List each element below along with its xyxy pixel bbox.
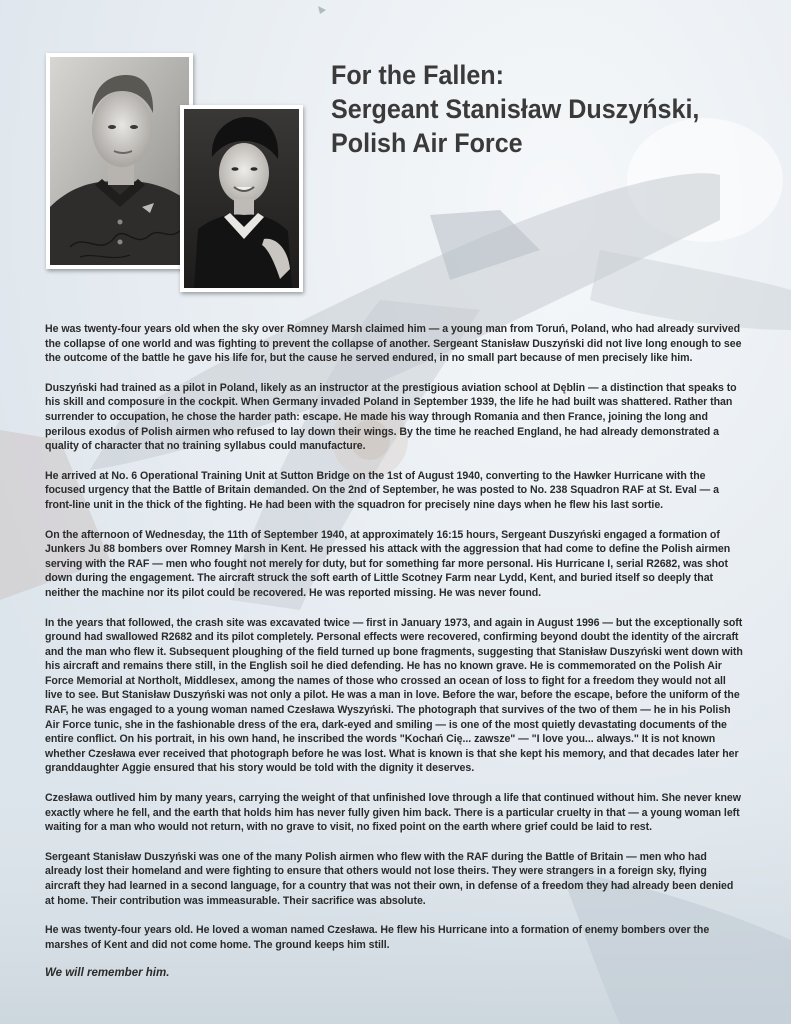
paragraph-3: He arrived at No. 6 Operational Training Unit at Sutton Bridge on the 1st of August 1940, converting to the Hawker Hurricane with the focused urgency that the Battle of Britain demanded. On the 2nd of September, he was posted to No. 238 Squadron RAF at St. Eval — a front-line unit in the thick of the fighting. He had been with the squadron for precisely nine days when he flew his last sortie. bbox=[45, 469, 719, 511]
paragraph-5: In the years that followed, the crash site was excavated twice — first in January 1973, and again in August 1996 — but the exceptionally soft ground had swallowed R2682 and its pilot completely. Personal effects were recovered, confirming beyond doubt the identity of the aircraft and the man who flew it. Subsequent ploughing of the field turned up bone fragments, suggesting that Stanisław Duszyński went down with his aircraft and remains there still, in the English soil he died defending. He has no known grave. He is commemorated on the Polish Air Force Memorial at Northolt, Middlesex, among the names of those who crossed an ocean of loss to fight for a freedom they would not all live to see. But Stanisław Duszyński was not only a pilot. He was a man in love. Before the war, before the escape, before the uniform of the RAF, he was engaged to a young woman named Czesława Wyszyński. The photograph that survives of the two of them — he in his Polish Air Force tunic, she in the fashionable dress of the era, dark-eyed and smiling — is one of the most quietly devastating documents of the entire conflict. On his portrait, in his own hand, he inscribed the words "Kochań Cię... zawsze" — "I love you... always." It is not known whether Czesława ever received that photograph before he was lost. What is known is that she kept his memory, and that decades later her granddaughter Aggie ensured that his story would be told with the dignity it deserves. bbox=[45, 616, 743, 775]
fiancee-portrait-image bbox=[184, 109, 299, 288]
portrait-photo-pilot bbox=[46, 53, 193, 269]
portrait-photo-fiancee bbox=[180, 105, 303, 292]
closing-line: We will remember him. bbox=[45, 967, 170, 980]
title-line-1: For the Fallen: bbox=[331, 60, 504, 90]
paragraph-1: He was twenty-four years old when the sky over Romney Marsh claimed him — a young man from Toruń, Poland, who had already survived the collapse of one world and was fighting to prevent the collapse of another. Sergeant Stanisław Duszyński did not live long enough to see the outcome of the battle he gave his life for, but the cause he served endured, in no small part because of men precisely like him. bbox=[45, 323, 742, 365]
page-title bbox=[331, 58, 740, 160]
paragraph-7: Sergeant Stanisław Duszyński was one of the many Polish airmen who flew with the RAF during the Battle of Britain — men who had already lost their homeland and were fighting to ensure that others would not lose theirs. They were strangers in a foreign sky, flying aircraft they had learned in a second language, for a country that was not their own, in defense of a freedom they had already been denied at home. Their contribution was immeasurable. Their sacrifice was absolute. bbox=[45, 850, 734, 907]
title-line-2: Sergeant Stanisław Duszyński, bbox=[331, 94, 700, 124]
article-body bbox=[45, 322, 745, 979]
paragraph-4: On the afternoon of Wednesday, the 11th of September 1940, at approximately 16:15 hours, Sergeant Duszyński engaged a formation of Junkers Ju 88 bombers over Romney Marsh in Kent. He pressed his attack with the aggression that had come to define the Polish airmen serving with the RAF — men who fought not merely for duty, but for something far more personal. His Hurricane I, serial R2682, was shot down during the engagement. The aircraft struck the soft earth of Little Scotney Farm near Lydd, Kent, and buried itself so deeply that neither the machine nor its pilot could be recovered. He was reported missing. He was never found. bbox=[45, 528, 731, 599]
paragraph-2: Duszyński had trained as a pilot in Poland, likely as an instructor at the prestigious aviation school at Dęblin — a distinction that speaks to his skill and composure in the cockpit. When Germany invaded Poland in September 1939, the life he had built was shattered. Rather than surrender to occupation, he chose the harder path: escape. He made his way through Romania and then France, joining the long and perilous exodus of Polish airmen who refused to lay down their wings. By the time he reached England, he had already demonstrated a quality of character that no training syllabus could manufacture. bbox=[45, 381, 737, 453]
paragraph-6: Czesława outlived him by many years, carrying the weight of that unfinished love through a life that continued without him. She never knew exactly where he fell, and the earth that holds him has never fully given him back. There is a particular cruelty in that — a young woman left waiting for a man who would not return, with no grave to visit, no fixed point on the earth where grief could be laid to rest. bbox=[45, 792, 741, 834]
paragraph-8: He was twenty-four years old. He loved a woman named Czesława. He flew his Hurricane into a formation of enemy bombers over the marshes of Kent and did not come home. The ground keeps him still. bbox=[45, 924, 710, 951]
pilot-portrait-image bbox=[50, 57, 189, 265]
title-line-3: Polish Air Force bbox=[331, 128, 523, 158]
